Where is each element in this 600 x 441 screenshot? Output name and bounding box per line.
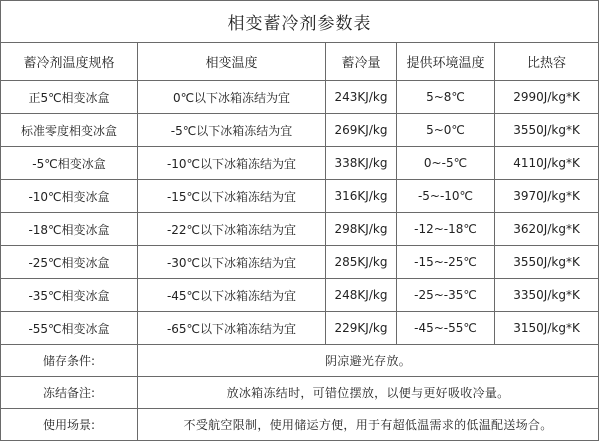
table-row [1, 213, 599, 246]
cell-env-temp: 0~-5℃ [397, 147, 495, 180]
cell-cold-storage: 316KJ/kg [326, 180, 397, 213]
table-row [1, 312, 599, 345]
cell-specific-heat: 3970J/kg*K [495, 180, 599, 213]
header-specific-heat: 比热容 [495, 43, 599, 81]
cell-specific-heat: 2990J/kg*K [495, 81, 599, 114]
header-row [1, 43, 599, 81]
note-label: 储存条件: [1, 345, 138, 377]
header-spec: 蓄冷剂温度规格 [1, 43, 138, 81]
cell-spec: -35℃相变冰盒 [1, 279, 138, 312]
header-cold-storage: 蓄冷量 [326, 43, 397, 81]
cell-specific-heat: 3550J/kg*K [495, 246, 599, 279]
header-phase-temp: 相变温度 [138, 43, 326, 81]
cell-env-temp: -15~-25℃ [397, 246, 495, 279]
cell-cold-storage: 285KJ/kg [326, 246, 397, 279]
cell-cold-storage: 269KJ/kg [326, 114, 397, 147]
cell-phase-temp: -10℃以下冰箱冻结为宜 [138, 147, 326, 180]
cell-cold-storage: 248KJ/kg [326, 279, 397, 312]
table-row [1, 81, 599, 114]
note-label: 使用场景: [1, 409, 138, 441]
cell-env-temp: -12~-18℃ [397, 213, 495, 246]
table-title: 相变蓄冷剂参数表 [1, 1, 599, 43]
cell-phase-temp: -15℃以下冰箱冻结为宜 [138, 180, 326, 213]
cell-spec: -18℃相变冰盒 [1, 213, 138, 246]
cell-phase-temp: -22℃以下冰箱冻结为宜 [138, 213, 326, 246]
cell-phase-temp: -45℃以下冰箱冻结为宜 [138, 279, 326, 312]
cell-phase-temp: -30℃以下冰箱冻结为宜 [138, 246, 326, 279]
note-text: 不受航空限制，使用储运方便，用于有超低温需求的低温配送场合。 [138, 409, 599, 441]
cell-env-temp: -25~-35℃ [397, 279, 495, 312]
cell-phase-temp: -65℃以下冰箱冻结为宜 [138, 312, 326, 345]
cell-env-temp: -5~-10℃ [397, 180, 495, 213]
note-text: 放冰箱冻结时，可错位摆放，以便与更好吸收冷量。 [138, 377, 599, 409]
table-row [1, 147, 599, 180]
cell-spec: 标准零度相变冰盒 [1, 114, 138, 147]
cell-spec: -25℃相变冰盒 [1, 246, 138, 279]
cell-specific-heat: 3550J/kg*K [495, 114, 599, 147]
cell-spec: -10℃相变冰盒 [1, 180, 138, 213]
cell-env-temp: 5~8℃ [397, 81, 495, 114]
cell-cold-storage: 298KJ/kg [326, 213, 397, 246]
cell-phase-temp: 0℃以下冰箱冻结为宜 [138, 81, 326, 114]
cell-specific-heat: 4110J/kg*K [495, 147, 599, 180]
cell-spec: -5℃相变冰盒 [1, 147, 138, 180]
table-row [1, 279, 599, 312]
header-env-temp: 提供环境温度 [397, 43, 495, 81]
note-row [1, 345, 599, 377]
cell-cold-storage: 338KJ/kg [326, 147, 397, 180]
cell-cold-storage: 229KJ/kg [326, 312, 397, 345]
table-row [1, 114, 599, 147]
note-text: 阴凉避光存放。 [138, 345, 599, 377]
note-row [1, 377, 599, 409]
table-row [1, 246, 599, 279]
cell-spec: 正5℃相变冰盒 [1, 81, 138, 114]
title-row [1, 1, 599, 43]
note-row [1, 409, 599, 441]
cell-spec: -55℃相变冰盒 [1, 312, 138, 345]
cell-specific-heat: 3620J/kg*K [495, 213, 599, 246]
table-body [1, 1, 599, 441]
cell-specific-heat: 3150J/kg*K [495, 312, 599, 345]
cell-env-temp: -45~-55℃ [397, 312, 495, 345]
cell-env-temp: 5~0℃ [397, 114, 495, 147]
table-row [1, 180, 599, 213]
note-label: 冻结备注: [1, 377, 138, 409]
cell-cold-storage: 243KJ/kg [326, 81, 397, 114]
cell-phase-temp: -5℃以下冰箱冻结为宜 [138, 114, 326, 147]
cell-specific-heat: 3350J/kg*K [495, 279, 599, 312]
